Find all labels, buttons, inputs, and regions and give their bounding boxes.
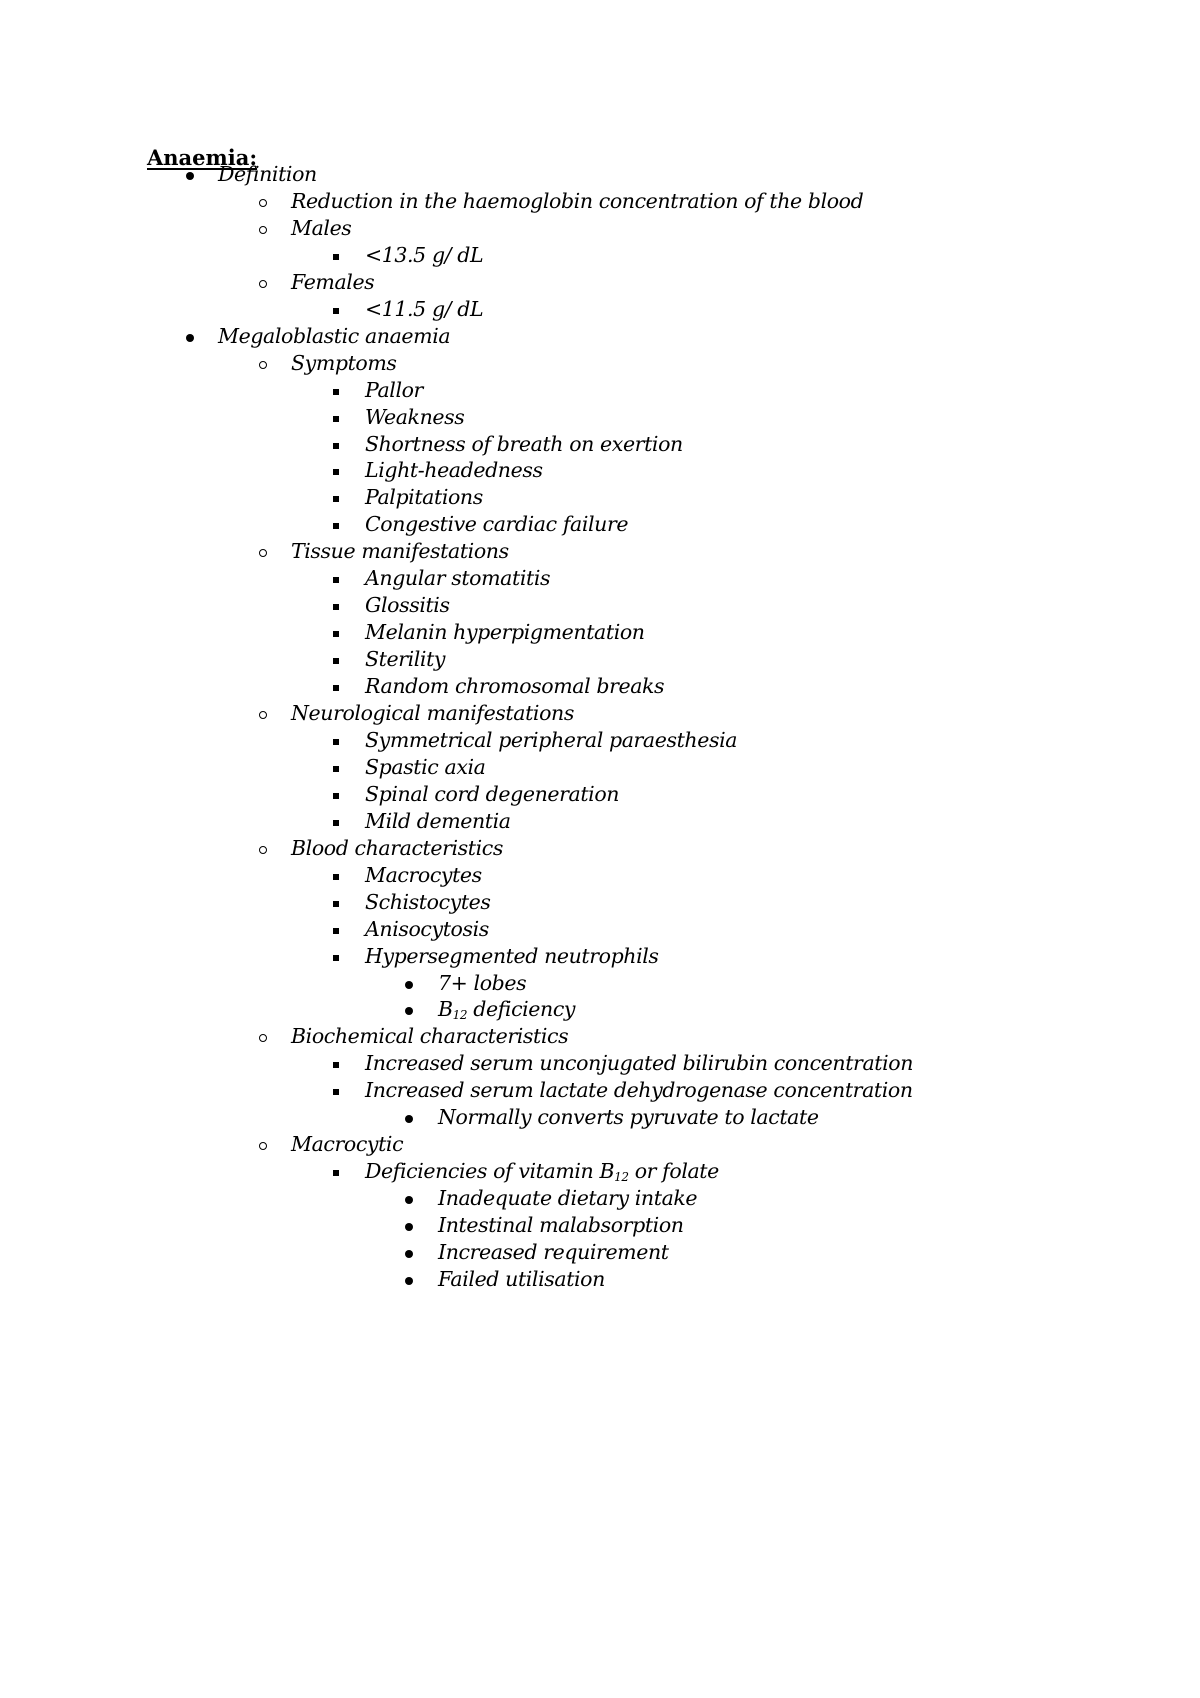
list-item-main-text: Increased requirement xyxy=(438,1240,669,1264)
bullet-square-icon xyxy=(332,1076,352,1105)
bullet-circle-icon xyxy=(259,187,279,216)
list-item-text xyxy=(365,1049,913,1078)
list-item-text xyxy=(365,456,543,485)
list-item-text xyxy=(291,187,863,216)
list-item-main-text: Definition xyxy=(218,162,317,186)
list-item-text xyxy=(365,1157,719,1186)
list-item-main-text: Failed utilisation xyxy=(438,1266,605,1291)
bullet-square-icon xyxy=(332,888,352,917)
list-item-trailing-text: deficiency xyxy=(467,997,576,1022)
list-item-main-text: Megaloblastic anaemia xyxy=(218,323,451,348)
list-item-main-text: <11.5 g/ dL xyxy=(365,296,484,321)
list-item-main-text: Sterility xyxy=(365,647,446,672)
list-item-text xyxy=(291,1130,403,1159)
list-item-main-text: Angular stomatitis xyxy=(365,566,551,591)
bullet-circle-icon xyxy=(259,349,279,378)
bullet-square-icon xyxy=(332,510,352,539)
list-item-text xyxy=(291,214,351,243)
list-item-text xyxy=(365,618,645,647)
list-item-text xyxy=(365,241,483,270)
list-item-main-text: Anisocytosis xyxy=(365,916,489,941)
bullet-disc-icon xyxy=(405,1211,425,1240)
list-item-main-text: Deficiencies of vitamin B xyxy=(365,1159,615,1184)
list-item-main-text: Palpitations xyxy=(365,485,483,510)
list-item-text xyxy=(291,834,503,863)
list-item-main-text: Melanin hyperpigmentation xyxy=(365,620,645,645)
list-item-text xyxy=(291,537,509,566)
list-item-main-text: Weakness xyxy=(365,404,465,429)
list-item-text xyxy=(365,861,482,890)
list-item-text xyxy=(365,1076,913,1105)
bullet-square-icon xyxy=(332,564,352,593)
bullet-disc-icon xyxy=(186,160,206,189)
list-item-text xyxy=(365,915,489,944)
list-item-text xyxy=(365,807,511,836)
list-item-main-text: Mild dementia xyxy=(365,808,511,833)
list-item-text xyxy=(365,726,737,755)
list-item-main-text: Light-headedness xyxy=(365,458,543,483)
list-item-main-text: <13.5 g/ dL xyxy=(365,242,484,267)
bullet-circle-icon xyxy=(259,699,279,728)
list-item-text xyxy=(438,1184,697,1213)
bullet-circle-icon xyxy=(259,1022,279,1051)
bullet-square-icon xyxy=(332,483,352,512)
bullet-square-icon xyxy=(332,618,352,647)
subscript: 12 xyxy=(452,1008,468,1023)
list-item-main-text: Hypersegmented neutrophils xyxy=(365,943,659,968)
bullet-square-icon xyxy=(332,1157,352,1186)
list-item-text xyxy=(218,322,450,351)
list-item-text xyxy=(438,1103,819,1132)
list-item-text xyxy=(291,699,574,728)
list-item-main-text: Macrocytic xyxy=(291,1132,404,1157)
list-item-trailing-text: or folate xyxy=(628,1159,719,1184)
list-item-main-text: Glossitis xyxy=(365,593,450,618)
bullet-square-icon xyxy=(332,807,352,836)
list-item-text xyxy=(365,564,550,593)
list-item-text xyxy=(365,672,664,701)
list-item-text xyxy=(365,376,423,405)
list-item-text xyxy=(365,510,628,539)
bullet-square-icon xyxy=(332,915,352,944)
list-item-text xyxy=(365,295,483,324)
list-item-main-text: Inadequate dietary intake xyxy=(438,1186,698,1211)
list-item-main-text: Blood characteristics xyxy=(291,835,503,860)
list-item-main-text: 7+ lobes xyxy=(438,970,527,995)
list-item-main-text: B xyxy=(438,997,453,1022)
bullet-disc-icon xyxy=(405,1103,425,1132)
list-item-main-text: Increased serum lactate dehydrogenase concentration xyxy=(365,1078,913,1103)
bullet-disc-icon xyxy=(405,1184,425,1213)
list-item-text xyxy=(365,591,450,620)
bullet-circle-icon xyxy=(259,268,279,297)
list-item-main-text: Pallor xyxy=(365,377,423,402)
subscript: 12 xyxy=(614,1170,629,1185)
list-item-main-text: Reduction in the haemoglobin concentration of the blood xyxy=(291,188,864,213)
bullet-square-icon xyxy=(332,376,352,405)
list-item-main-text: Tissue manifestations xyxy=(291,539,509,564)
bullet-circle-icon xyxy=(259,214,279,243)
list-item-text xyxy=(365,403,464,432)
bullet-disc-icon xyxy=(405,969,425,998)
list-item-text xyxy=(438,1265,605,1294)
bullet-circle-icon xyxy=(259,1130,279,1159)
list-item-text xyxy=(365,942,659,971)
bullet-square-icon xyxy=(332,295,352,324)
list-item-text xyxy=(438,1238,669,1267)
list-item-main-text: Intestinal malabsorption xyxy=(438,1213,684,1238)
list-item-main-text: Neurological manifestations xyxy=(291,701,574,725)
list-item-main-text: Congestive cardiac failure xyxy=(365,512,629,537)
list-item-text xyxy=(365,430,683,459)
list-item-text xyxy=(365,753,485,782)
bullet-square-icon xyxy=(332,241,352,270)
bullet-square-icon xyxy=(332,861,352,890)
list-item-text xyxy=(218,160,317,189)
bullet-square-icon xyxy=(332,456,352,485)
list-item-text xyxy=(365,645,445,674)
list-item-main-text: Females xyxy=(291,269,375,294)
bullet-square-icon xyxy=(332,430,352,459)
list-item-main-text: Schistocytes xyxy=(365,889,491,914)
list-item-text xyxy=(291,1022,568,1051)
bullet-square-icon xyxy=(332,645,352,674)
list-item-text xyxy=(365,888,491,917)
list-item-text xyxy=(438,969,526,998)
bullet-square-icon xyxy=(332,942,352,971)
list-item-text xyxy=(365,483,483,512)
bullet-square-icon xyxy=(332,726,352,755)
list-item-main-text: Normally converts pyruvate to lactate xyxy=(438,1105,819,1130)
list-item-main-text: Shortness of breath on exertion xyxy=(365,431,683,456)
bullet-square-icon xyxy=(332,1049,352,1078)
bullet-square-icon xyxy=(332,591,352,620)
bullet-disc-icon xyxy=(186,322,206,351)
list-item-main-text: Random chromosomal breaks xyxy=(365,674,665,699)
list-item-text xyxy=(438,1211,684,1240)
list-item-main-text: Biochemical characteristics xyxy=(291,1024,569,1049)
list-item-main-text: Symmetrical peripheral paraesthesia xyxy=(365,727,738,752)
bullet-square-icon xyxy=(332,780,352,809)
list-item-text xyxy=(438,995,575,1024)
list-item-main-text: Males xyxy=(291,215,352,240)
list-item-main-text: Increased serum unconjugated bilirubin concentration xyxy=(365,1051,914,1076)
page-title: Anaemia: xyxy=(147,145,258,170)
bullet-circle-icon xyxy=(259,537,279,566)
list-item-text xyxy=(291,268,374,297)
bullet-circle-icon xyxy=(259,834,279,863)
list-item-main-text: Symptoms xyxy=(291,350,397,375)
list-item-text xyxy=(291,349,397,378)
bullet-square-icon xyxy=(332,403,352,432)
bullet-disc-icon xyxy=(405,995,425,1024)
list-item-main-text: Macrocytes xyxy=(365,862,482,887)
bullet-disc-icon xyxy=(405,1265,425,1294)
bullet-disc-icon xyxy=(405,1238,425,1267)
bullet-square-icon xyxy=(332,672,352,701)
list-item-main-text: Spinal cord degeneration xyxy=(365,781,620,806)
bullet-square-icon xyxy=(332,753,352,782)
list-item-text xyxy=(365,780,619,809)
list-item-main-text: Spastic axia xyxy=(365,754,486,779)
